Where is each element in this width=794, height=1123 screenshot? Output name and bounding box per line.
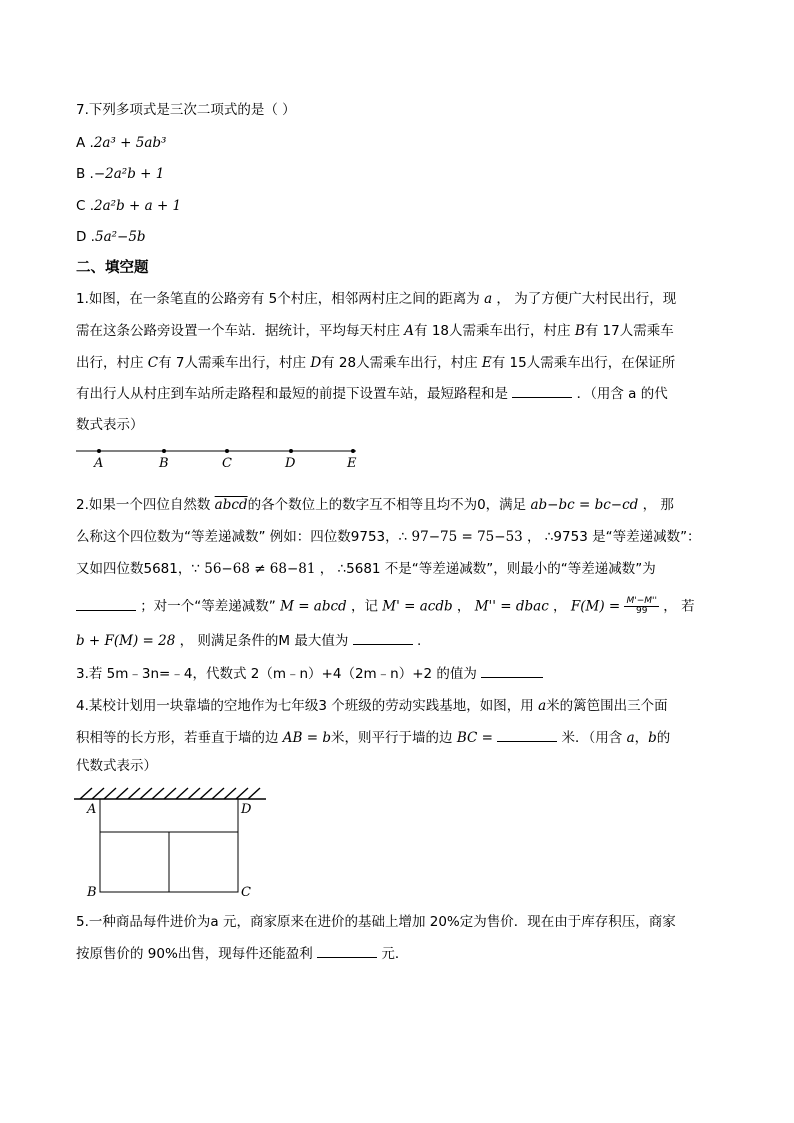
p1-line2: 需在这条公路旁设置一个车站．据统计，平均每天村庄 A有 18人需乘车出行，村庄 B有 17人需乘车 <box>76 323 674 339</box>
section-title: 二、填空题 <box>76 260 149 276</box>
p1-line5: 数式表示） <box>76 417 144 433</box>
wall-hatching <box>74 788 266 799</box>
village-point <box>289 449 293 453</box>
p2-line2: 么称这个四位数为“等差递减数” 例如：四位数9753，∴ 97−75 = 75−53 ， ∴9753 是“等差递减数”： <box>76 529 701 545</box>
village-label: D <box>285 456 296 471</box>
corner-label-b: B <box>87 885 97 900</box>
fence-rectangles <box>100 799 238 892</box>
p2-line1: 2.如果一个四位自然数 abcd的各个数位上的数字互不相等且均不为0，满足 ab−bc = bc−cd ， 那 <box>76 497 674 513</box>
p2-line4: ；对一个“等差递减数” M = abcd ，记 M' = acdb ， M'' = dbac ， F(M) = $\frac{M'-M''}{99}$ ， 若 <box>76 597 695 616</box>
p5-line2: 按原售价的 90%出售，现每件还能盈利 元． <box>76 946 409 962</box>
q7-stem: 7.下列多项式是三次二项式的是（ ） <box>76 102 296 118</box>
answer-blank[interactable] <box>76 598 136 611</box>
p2-line3: 又如四位数5681，∵ 56−68 ≠ 68−81 ， ∴5681 不是“等差递减数”，则最小的“等差递减数”为 <box>76 561 656 577</box>
p1-line3: 出行，村庄 C有 7人需乘车出行，村庄 D有 28人需乘车出行，村庄 E有 15人需乘车出行，在保证所 <box>76 355 676 371</box>
answer-blank[interactable] <box>353 632 413 645</box>
answer-blank[interactable] <box>497 729 557 742</box>
answer-blank[interactable] <box>317 945 377 958</box>
village-label: E <box>347 456 357 471</box>
village-label: B <box>159 456 169 471</box>
p1-line1: 1.如图，在一条笔直的公路旁有 5个村庄，相邻两村庄之间的距离为 a ， 为了方便广大村民出行，现 <box>76 291 677 307</box>
q7-option-c: C .2a²b + a + 1 <box>76 198 182 214</box>
p1-line4: 有出行人从村庄到车站所走路程和最短的前提下设置车站，最短路程和是 ．（用含 a 的代 <box>76 386 668 402</box>
fraction: $\frac{M'-M''}{99}$ <box>626 596 657 616</box>
q7-option-b: B .−2a²b + 1 <box>76 166 165 182</box>
village-label: A <box>94 456 104 471</box>
q7-option-d: D .5a²−5b <box>76 229 146 245</box>
answer-blank[interactable] <box>512 385 572 398</box>
p3-line: 3.若 5m﹣3n=﹣4，代数式 2（m﹣n）+4（2m﹣n）+2 的值为 <box>76 665 543 683</box>
p4-line2: 积相等的长方形，若垂直于墙的边 AB = b米，则平行于墙的边 BC = 米．（用含 a，b的 <box>76 730 671 746</box>
village-point <box>225 449 229 453</box>
road-diagram <box>76 444 366 472</box>
p4-line3: 代数式表示） <box>76 758 157 774</box>
corner-label-a: A <box>87 802 97 817</box>
corner-label-d: D <box>241 802 252 817</box>
corner-label-c: C <box>241 885 251 900</box>
q7-option-a: A .2a³ + 5ab³ <box>76 135 167 151</box>
village-point <box>351 449 355 453</box>
village-point <box>97 449 101 453</box>
village-point <box>162 449 166 453</box>
village-label: C <box>222 456 232 471</box>
answer-blank[interactable] <box>481 665 543 678</box>
p5-line1: 5.一种商品每件进价为a 元，商家原来在进价的基础上增加 20%定为售价．现在由于库存积压，商家 <box>76 914 676 930</box>
p4-line1: 4.某校计划用一块靠墙的空地作为七年级3 个班级的劳动实践基地，如图，用 a米的篱笆围出三个面 <box>76 698 668 714</box>
fence-diagram <box>74 782 274 900</box>
p2-line5: b + F(M) = 28 ， 则满足条件的M 最大值为 . <box>76 633 422 649</box>
